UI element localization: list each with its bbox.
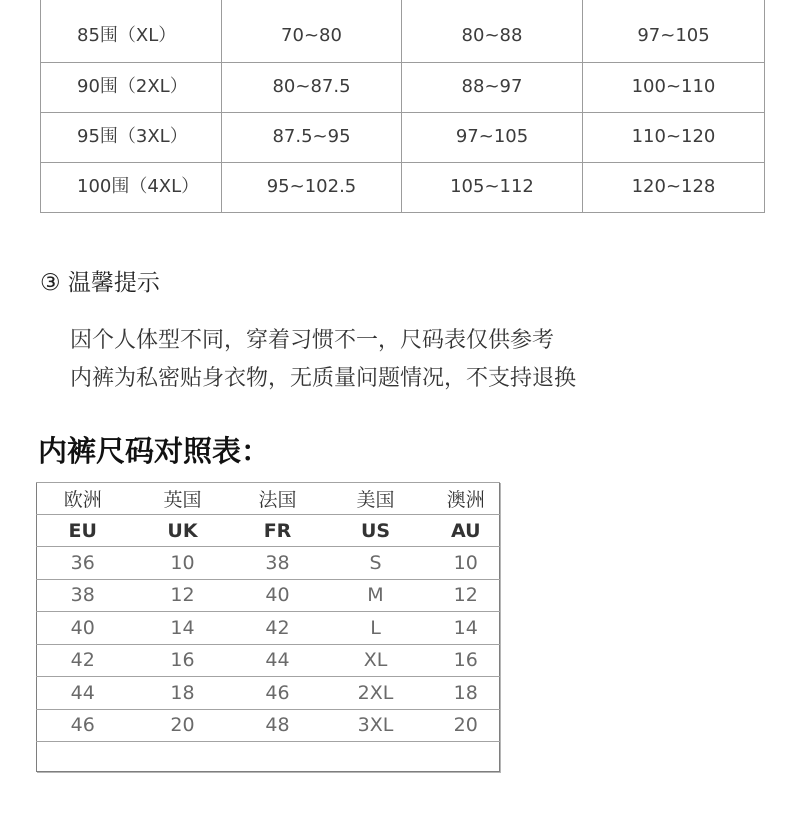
table-row <box>41 62 765 112</box>
table-row <box>37 644 500 677</box>
range-cell: 110~120 <box>583 112 765 162</box>
empty-cell <box>433 742 500 772</box>
size-cell: 38 <box>237 547 319 580</box>
size-cell: 44 <box>37 677 129 710</box>
tips-line: 因个人体型不同，穿着习惯不一，尺码表仅供参考 <box>70 328 555 353</box>
size-cell: 42 <box>237 612 319 645</box>
region-header: 欧洲 <box>37 483 129 515</box>
code-header: EU <box>37 515 129 547</box>
range-cell: 87.5~95 <box>222 112 402 162</box>
empty-table-row <box>37 742 500 772</box>
table-row <box>37 547 500 580</box>
range-cell: 80~88 <box>402 0 583 62</box>
size-cell: 40 <box>237 579 319 612</box>
size-cell: 44 <box>237 644 319 677</box>
tips-text <box>70 322 576 398</box>
size-cell: 36 <box>37 547 129 580</box>
size-cell: 18 <box>433 677 500 710</box>
size-cell: 40 <box>37 612 129 645</box>
size-cell: 10 <box>129 547 237 580</box>
size-cell: 42 <box>37 644 129 677</box>
range-cell: 88~97 <box>402 62 583 112</box>
size-cell: 12 <box>129 579 237 612</box>
size-cell: 20 <box>433 709 500 742</box>
range-cell: 97~105 <box>583 0 765 62</box>
table-row <box>41 112 765 162</box>
size-cell: 14 <box>129 612 237 645</box>
size-cell: XL <box>319 644 433 677</box>
code-header: UK <box>129 515 237 547</box>
size-cell: 2XL <box>319 677 433 710</box>
range-cell: 120~128 <box>583 162 765 212</box>
size-conversion-table <box>36 482 500 772</box>
code-header: US <box>319 515 433 547</box>
range-cell: 80~87.5 <box>222 62 402 112</box>
table-row <box>37 579 500 612</box>
size-label-cell: 90围（2XL） <box>41 62 222 112</box>
size-cell: L <box>319 612 433 645</box>
size-range-table <box>40 0 765 213</box>
empty-cell <box>129 742 237 772</box>
size-cell: 16 <box>129 644 237 677</box>
range-cell: 95~102.5 <box>222 162 402 212</box>
range-cell: 70~80 <box>222 0 402 62</box>
region-header: 法国 <box>237 483 319 515</box>
region-header-row <box>37 483 500 515</box>
size-label-cell: 95围（3XL） <box>41 112 222 162</box>
table-row <box>41 162 765 212</box>
table-row <box>37 612 500 645</box>
size-cell: 38 <box>37 579 129 612</box>
range-cell: 97~105 <box>402 112 583 162</box>
size-cell: 10 <box>433 547 500 580</box>
size-cell: 46 <box>37 709 129 742</box>
empty-cell <box>37 742 129 772</box>
code-header: AU <box>433 515 500 547</box>
tips-title: ③ 温馨提示 <box>40 270 160 296</box>
tips-line: 内裤为私密贴身衣物，无质量问题情况，不支持退换 <box>70 366 577 391</box>
code-header-row <box>37 515 500 547</box>
range-cell: 105~112 <box>402 162 583 212</box>
table-row <box>37 677 500 710</box>
empty-cell <box>237 742 319 772</box>
size-cell: 46 <box>237 677 319 710</box>
size-cell: 3XL <box>319 709 433 742</box>
size-label-cell: 100围（4XL） <box>41 162 222 212</box>
region-header: 澳洲 <box>433 483 500 515</box>
size-cell: 16 <box>433 644 500 677</box>
size-label-cell: 85围（XL） <box>41 0 222 62</box>
table-row <box>41 0 765 62</box>
range-cell: 100~110 <box>583 62 765 112</box>
empty-cell <box>319 742 433 772</box>
size-cell: 18 <box>129 677 237 710</box>
conversion-table-title: 内裤尺码对照表： <box>38 434 271 468</box>
region-header: 美国 <box>319 483 433 515</box>
size-cell: S <box>319 547 433 580</box>
region-header: 英国 <box>129 483 237 515</box>
code-header: FR <box>237 515 319 547</box>
size-cell: 48 <box>237 709 319 742</box>
size-cell: 14 <box>433 612 500 645</box>
size-cell: M <box>319 579 433 612</box>
size-cell: 20 <box>129 709 237 742</box>
table-row <box>37 709 500 742</box>
size-cell: 12 <box>433 579 500 612</box>
